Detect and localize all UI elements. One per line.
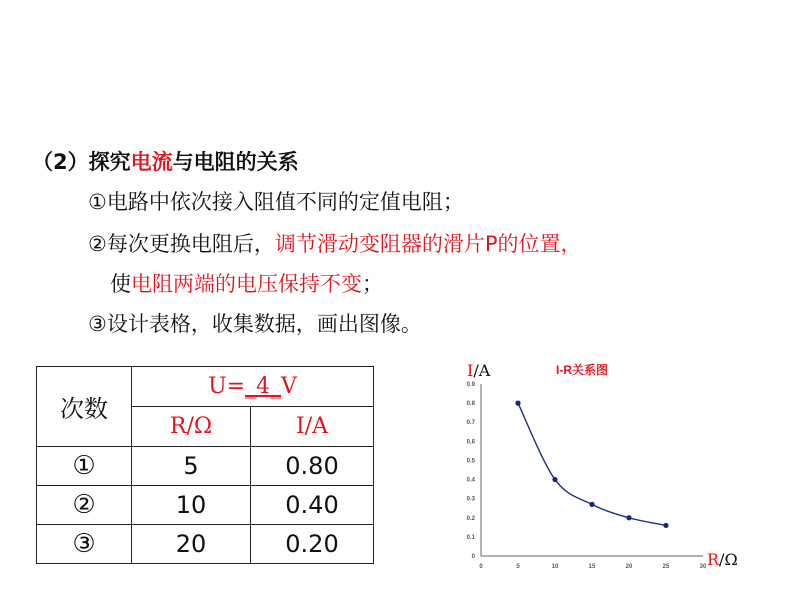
step-1: ①电路中依次接入阻值不同的定值电阻；: [88, 190, 464, 214]
resistance-cell: 5: [132, 447, 251, 486]
current-cell: 0.20: [251, 525, 374, 564]
trial-number: ②: [37, 486, 132, 525]
step-2b-pre: 使: [110, 272, 131, 296]
y-tick-label: 0.8: [466, 401, 475, 408]
heading-prefix: （2）探究: [32, 150, 131, 174]
chart-title: I-R关系图: [556, 363, 608, 377]
y-tick-label: 0.1: [466, 534, 475, 541]
y-tick-label: 0.5: [466, 458, 475, 465]
y-tick-label: 0.7: [466, 420, 475, 427]
trial-number: ③: [37, 525, 132, 564]
x-tick-label: 0: [479, 564, 483, 570]
step-3: ③设计表格，收集数据，画出图像。: [88, 312, 422, 336]
series-line: [518, 403, 666, 525]
step-2: [88, 228, 582, 258]
table-row: [37, 525, 374, 564]
x-tick-label: 5: [516, 564, 520, 570]
i-r-chart: [440, 356, 760, 586]
data-table: [36, 366, 374, 564]
table-header-row: [37, 367, 374, 407]
data-points: [515, 401, 668, 529]
x-tick-label: 25: [662, 564, 670, 570]
y-tick-label: 0.3: [466, 496, 475, 503]
x-tick-label: 15: [588, 564, 596, 570]
x-tick-label: 10: [551, 564, 559, 570]
step-2-highlight: 调节滑动变阻器的滑片P的位置，: [274, 232, 582, 256]
y-tick-label: 0.2: [466, 515, 475, 522]
voltage-unit: V: [281, 374, 297, 399]
data-point: [552, 477, 557, 482]
voltage-header-cell: [132, 367, 374, 407]
col-i-header: I/A: [251, 407, 374, 447]
current-cell: 0.40: [251, 486, 374, 525]
resistance-cell: 20: [132, 525, 251, 564]
y-ticks: [467, 382, 476, 560]
y-tick-label: 0.4: [466, 477, 475, 484]
step-2-text: ②每次更换电阻后，: [88, 232, 275, 256]
table-row: [37, 486, 374, 525]
step-2b-post: ；: [362, 272, 383, 296]
heading-suffix: 与电阻的关系: [172, 150, 299, 174]
row-header-cell: 次数: [37, 367, 132, 447]
y-tick-label: 0.6: [466, 439, 475, 446]
voltage-value: _4_: [245, 374, 282, 399]
y-tick-label: 0: [471, 554, 475, 560]
section-heading: [32, 146, 299, 176]
resistance-cell: 10: [132, 486, 251, 525]
x-tick-label: 20: [625, 564, 633, 570]
step-2b-highlight: 电阻两端的电压保持不变: [131, 272, 362, 296]
voltage-prefix: U=: [208, 374, 246, 399]
y-axis-label: I/A: [467, 361, 491, 380]
data-point: [515, 401, 520, 406]
data-point: [626, 515, 631, 520]
heading-highlight: 电流: [130, 150, 173, 174]
current-cell: 0.80: [251, 447, 374, 486]
step-2-continued: [110, 268, 383, 298]
trial-number: ①: [37, 447, 132, 486]
x-axis-label: R/Ω: [707, 550, 738, 569]
data-point: [663, 523, 668, 528]
data-point: [589, 502, 594, 507]
x-ticks: [479, 564, 707, 570]
y-tick-label: 0.9: [466, 382, 475, 388]
table-row: [37, 447, 374, 486]
col-r-header: R/Ω: [132, 407, 251, 447]
x-tick-label: 30: [699, 564, 707, 570]
